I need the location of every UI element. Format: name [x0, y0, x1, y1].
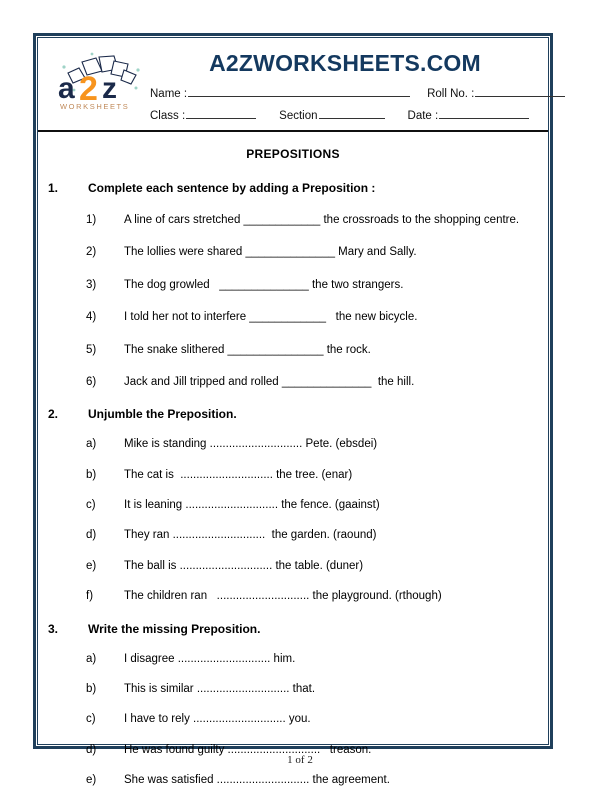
item-marker: e)	[86, 774, 97, 786]
item-marker: 1)	[86, 214, 97, 226]
worksheet-body	[38, 147, 548, 787]
name-input[interactable]	[188, 85, 410, 97]
item-marker: c)	[86, 499, 96, 511]
svg-text:WORKSHEETS: WORKSHEETS	[60, 102, 130, 111]
roll-number-label: Roll No. :	[427, 88, 475, 100]
section-1-number: 1.	[48, 181, 59, 195]
name-roll-field-row	[150, 85, 540, 100]
question-item	[38, 712, 548, 726]
item-text[interactable]: A line of cars stretched ____________ the crossroads to the shopping centre.	[124, 214, 520, 226]
section-3-items	[38, 652, 548, 788]
question-item	[38, 528, 548, 542]
class-label: Class :	[150, 110, 186, 122]
item-text[interactable]: The ball is ............................. the table. (duner)	[124, 559, 364, 572]
item-marker: d)	[86, 743, 97, 756]
name-label: Name :	[150, 88, 188, 100]
item-text[interactable]: Jack and Jill tripped and rolled ______________ the hill.	[124, 375, 415, 388]
question-item	[38, 589, 548, 603]
item-text[interactable]: She was satisfied ............................. the agreement.	[124, 774, 390, 786]
item-marker: 6)	[86, 375, 97, 388]
section-1-heading	[38, 181, 548, 195]
class-input[interactable]	[186, 107, 256, 119]
item-marker: e)	[86, 559, 97, 572]
worksheet-header	[38, 38, 548, 132]
question-item	[38, 559, 548, 573]
item-marker: 4)	[86, 311, 97, 324]
question-item	[38, 278, 548, 292]
section-2	[38, 407, 548, 603]
question-item	[38, 343, 548, 357]
section-1	[38, 181, 548, 389]
item-text[interactable]: I told her not to interfere ____________ the new bicycle.	[124, 311, 418, 324]
section-2-heading	[38, 407, 548, 421]
question-item	[38, 245, 548, 259]
item-marker: 2)	[86, 246, 97, 259]
class-section-date-field-row	[150, 107, 540, 122]
date-label: Date :	[407, 110, 439, 122]
page-footer: 1 of 2	[287, 754, 313, 766]
item-marker: f)	[86, 590, 94, 603]
item-text[interactable]: The cat is ............................. the tree. (enar)	[124, 468, 353, 481]
item-text[interactable]: I have to rely ............................. you.	[124, 713, 311, 726]
item-text[interactable]: He was found guilty ............................. treason.	[124, 743, 372, 756]
date-input[interactable]	[439, 107, 529, 119]
section-1-items	[38, 213, 548, 389]
item-text[interactable]: This is similar ............................. that.	[124, 682, 316, 695]
item-text[interactable]: I disagree ............................. him.	[124, 652, 296, 665]
svg-text:2: 2	[79, 70, 98, 108]
item-text[interactable]: They ran ............................. the garden. (raound)	[124, 529, 377, 542]
question-item	[38, 468, 548, 482]
question-item	[38, 310, 548, 324]
question-item	[38, 498, 548, 512]
roll-number-input[interactable]	[475, 85, 565, 97]
page-title: PREPOSITIONS	[246, 147, 340, 161]
section-1-instruction: Complete each sentence by adding a Preposition :	[88, 181, 376, 195]
section-label: Section	[279, 110, 318, 122]
item-text[interactable]: The dog growled ______________ the two strangers.	[124, 278, 404, 291]
item-marker: c)	[86, 713, 96, 726]
section-2-instruction: Unjumble the Preposition.	[88, 407, 237, 422]
item-marker: b)	[86, 682, 97, 695]
section-3-heading	[38, 622, 548, 636]
item-marker: b)	[86, 468, 97, 481]
question-item	[38, 652, 548, 666]
question-item	[38, 773, 548, 787]
a2z-worksheets-logo	[52, 51, 148, 113]
svg-text:a: a	[58, 72, 75, 105]
item-marker: a)	[86, 438, 97, 451]
item-text[interactable]: It is leaning ............................. the fence. (gaainst)	[124, 499, 380, 511]
section-3-instruction: Write the missing Preposition.	[88, 621, 261, 636]
svg-text:z: z	[102, 72, 117, 105]
section-2-number: 2.	[48, 407, 59, 422]
question-item	[38, 213, 548, 227]
section-input[interactable]	[319, 107, 385, 119]
question-item	[38, 375, 548, 389]
question-item	[38, 682, 548, 696]
item-text[interactable]: Mike is standing ............................. Pete. (ebsdei)	[124, 438, 378, 451]
item-marker: 5)	[86, 343, 97, 356]
item-marker: d)	[86, 529, 97, 542]
item-text[interactable]: The snake slithered _______________ the rock.	[124, 343, 371, 356]
section-3-number: 3.	[48, 621, 59, 636]
section-2-items	[38, 437, 548, 603]
item-text[interactable]: The children ran ............................. the playground. (rthough)	[124, 590, 442, 603]
question-item	[38, 437, 548, 451]
item-marker: a)	[86, 652, 97, 665]
item-marker: 3)	[86, 278, 97, 291]
brand-title: A2ZWORKSHEETS.COM	[209, 50, 481, 76]
item-text[interactable]: The lollies were shared ______________ Mary and Sally.	[124, 246, 417, 259]
